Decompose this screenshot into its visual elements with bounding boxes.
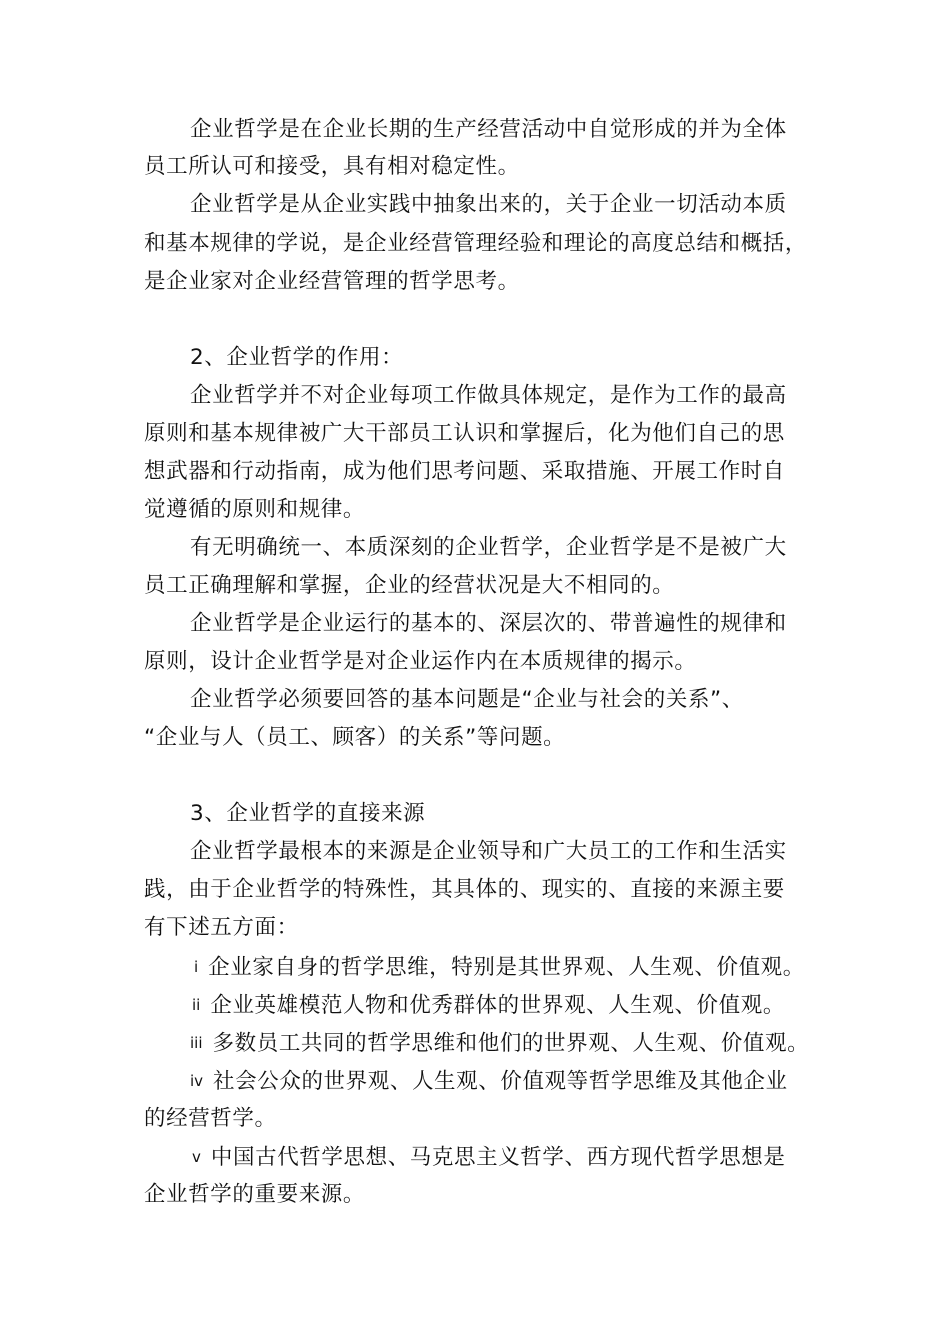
- paragraph-line: 原则和基本规律被广大干部员工认识和掌握后，化为他们自己的思: [144, 421, 785, 446]
- paragraph-line: 践，由于企业哲学的特殊性，其具体的、现实的、直接的来源主要: [144, 877, 785, 902]
- paragraph-line: 和基本规律的学说，是企业经营管理经验和理论的高度总结和概括，: [144, 231, 808, 256]
- list-item: [194, 952, 805, 983]
- list-item-text: 企业家自身的哲学思维，特别是其世界观、人生观、价值观。: [208, 955, 805, 980]
- list-item: [190, 1028, 809, 1059]
- paragraph-line: 员工所认可和接受，具有相对稳定性。: [144, 154, 520, 179]
- paragraph-line: 企业哲学必须要回答的基本问题是“企业与社会的关系”、: [190, 687, 744, 712]
- list-item-text: 社会公众的世界观、人生观、价值观等哲学思维及其他企业: [213, 1069, 788, 1094]
- section-heading: 2、企业哲学的作用：: [190, 345, 404, 370]
- paragraph-line: 企业哲学是从企业实践中抽象出来的，关于企业一切活动本质: [190, 192, 787, 217]
- list-item: [192, 1142, 786, 1173]
- paragraph-line: 企业哲学是企业运行的基本的、深层次的、带普遍性的规律和: [190, 611, 787, 636]
- list-item-marker: iii: [190, 1034, 203, 1052]
- paragraph-line: 企业哲学最根本的来源是企业领导和广大员工的工作和生活实: [190, 839, 787, 864]
- list-item-text: 中国古代哲学思想、马克思主义哲学、西方现代哲学思想是: [210, 1145, 786, 1170]
- paragraph-line: “企业与人（员工、顾客）的关系”等问题。: [144, 725, 566, 750]
- list-item-marker: iv: [190, 1072, 204, 1090]
- list-item-marker: i: [194, 958, 199, 976]
- section-heading: 3、企业哲学的直接来源: [190, 801, 426, 826]
- list-item-continuation: 企业哲学的重要来源。: [144, 1182, 366, 1207]
- list-item-text: 企业英雄模范人物和优秀群体的世界观、人生观、价值观。: [210, 993, 785, 1018]
- list-item: [190, 1066, 788, 1097]
- list-item-text: 多数员工共同的哲学思维和他们的世界观、人生观、价值观。: [212, 1031, 810, 1056]
- paragraph-line: 想武器和行动指南，成为他们思考问题、采取措施、开展工作时自: [144, 459, 785, 484]
- list-item: [192, 990, 785, 1021]
- list-item-continuation: 的经营哲学。: [144, 1106, 277, 1131]
- paragraph-line: 是企业家对企业经营管理的哲学思考。: [144, 269, 520, 294]
- paragraph-line: 觉遵循的原则和规律。: [144, 497, 366, 522]
- list-item-marker: v: [192, 1148, 201, 1166]
- paragraph-line: 企业哲学并不对企业每项工作做具体规定，是作为工作的最高: [190, 383, 787, 408]
- paragraph-line: 企业哲学是在企业长期的生产经营活动中自觉形成的并为全体: [190, 117, 787, 142]
- paragraph-line: 员工正确理解和掌握，企业的经营状况是大不相同的。: [144, 573, 675, 598]
- paragraph-line: 有无明确统一、本质深刻的企业哲学，企业哲学是不是被广大: [190, 535, 787, 560]
- list-item-marker: ii: [192, 996, 201, 1014]
- paragraph-line: 原则，设计企业哲学是对企业运作内在本质规律的揭示。: [144, 649, 697, 674]
- paragraph-line: 有下述五方面：: [144, 915, 299, 940]
